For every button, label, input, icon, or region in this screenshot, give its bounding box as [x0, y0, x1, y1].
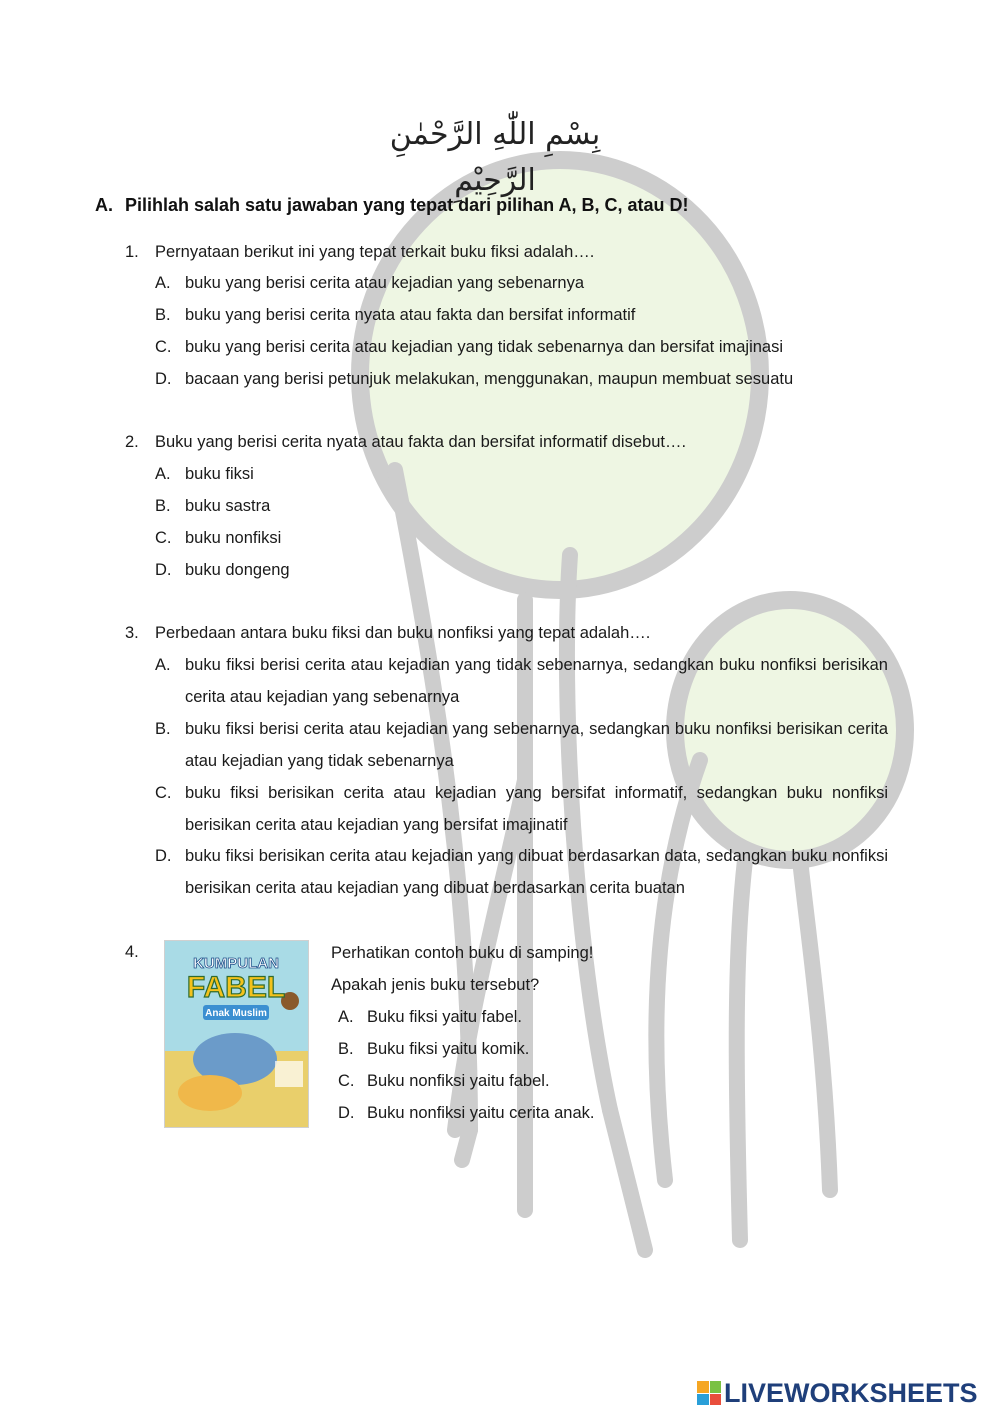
option-2d[interactable] [155, 554, 888, 586]
liveworksheets-logo-icon [697, 1381, 721, 1405]
option-3d[interactable] [155, 840, 888, 904]
option-text: buku yang berisi cerita atau kejadian yang tidak sebenarnya dan bersifat imajinasi [185, 338, 784, 356]
question-number: 3. [125, 624, 139, 642]
book-title-top: KUMPULAN [193, 955, 279, 972]
book-subtitle: Anak Muslim [205, 1008, 267, 1019]
option-1a[interactable] [155, 267, 888, 299]
brand-name: LIVEWORKSHEETS [724, 1377, 978, 1408]
option-label: C. [155, 529, 172, 547]
option-label: D. [155, 370, 172, 388]
option-label: B. [338, 1040, 354, 1058]
section-letter: A. [95, 195, 113, 215]
option-1c[interactable] [155, 331, 888, 363]
option-label: A. [155, 465, 171, 483]
option-1b[interactable] [155, 299, 888, 331]
option-label: C. [155, 338, 172, 356]
option-text: buku dongeng [185, 561, 290, 579]
question-stem: Pernyataan berikut ini yang tepat terkait buku fiksi adalah…. [155, 243, 595, 261]
option-3a[interactable] [155, 649, 888, 713]
question-4-number: 4. [125, 943, 139, 961]
option-4d[interactable] [338, 1097, 594, 1129]
option-label: C. [338, 1072, 355, 1090]
option-label: B. [155, 497, 171, 515]
option-label: A. [338, 1008, 354, 1026]
book-title-main: FABEL [186, 971, 286, 1004]
option-4b[interactable] [338, 1033, 529, 1065]
option-2b[interactable] [155, 490, 888, 522]
section-instruction: Pilihlah salah satu jawaban yang tepat dari pilihan A, B, C, atau D! [125, 195, 689, 215]
option-text: buku nonfiksi [185, 529, 282, 547]
option-text: Buku fiksi yaitu fabel. [367, 1008, 522, 1026]
question-stem: Perbedaan antara buku fiksi dan buku nonfiksi yang tepat adalah…. [155, 624, 651, 642]
option-label: B. [155, 720, 171, 738]
section-title [95, 195, 688, 216]
option-2c[interactable] [155, 522, 888, 554]
question-4-stem-line-2: Apakah jenis buku tersebut? [331, 976, 540, 994]
option-4c[interactable] [338, 1065, 550, 1097]
option-4a[interactable] [338, 1001, 522, 1033]
option-2a[interactable] [155, 458, 888, 490]
question-stem: Buku yang berisi cerita nyata atau fakta dan bersifat informatif disebut…. [155, 433, 687, 451]
option-text: buku fiksi [185, 465, 254, 483]
question-4-stem-line-1: Perhatikan contoh buku di samping! [331, 944, 594, 962]
option-text: Buku nonfiksi yaitu cerita anak. [367, 1104, 595, 1122]
option-label: A. [155, 274, 171, 292]
option-label: C. [155, 784, 172, 802]
option-text: buku fiksi berisikan cerita atau kejadian yang bersifat informatif, sedangkan buku nonfiksi berisikan cerita atau kejadian yang bersifat imajinatif [185, 784, 888, 834]
option-label: A. [155, 656, 171, 674]
option-text: Buku fiksi yaitu komik. [367, 1040, 530, 1058]
option-1d[interactable] [155, 363, 888, 395]
question-number: 2. [125, 433, 139, 451]
book-cover-art [165, 941, 308, 1127]
basmala-heading: بِسْمِ اللّٰهِ الرَّحْمٰنِ الرَّحِيْمِ [389, 117, 601, 198]
book-cover-image [164, 940, 309, 1128]
option-label: D. [155, 847, 172, 865]
liveworksheets-brand[interactable] [697, 1378, 978, 1408]
option-3b[interactable] [155, 713, 888, 777]
option-text: Buku nonfiksi yaitu fabel. [367, 1072, 550, 1090]
option-label: D. [338, 1104, 355, 1122]
option-label: D. [155, 561, 172, 579]
option-text: buku yang berisi cerita nyata atau fakta dan bersifat informatif [185, 306, 636, 324]
option-text: buku fiksi berisi cerita atau kejadian yang sebenarnya, sedangkan buku nonfiksi berisikan cerita atau kejadian yang tidak sebenarnya [185, 720, 888, 770]
option-text: buku yang berisi cerita atau kejadian yang sebenarnya [185, 274, 585, 292]
option-text: buku fiksi berisikan cerita atau kejadian yang dibuat berdasarkan data, sedangkan buku nonfiksi berisikan cerita atau kejadian yang dibuat berdasarkan cerita buatan [185, 847, 888, 897]
option-text: bacaan yang berisi petunjuk melakukan, menggunakan, maupun membuat sesuatu [185, 370, 794, 388]
option-label: B. [155, 306, 171, 324]
option-text: buku sastra [185, 497, 271, 515]
question-number: 1. [125, 243, 139, 261]
option-text: buku fiksi berisi cerita atau kejadian yang tidak sebenarnya, sedangkan buku nonfiksi berisikan cerita atau kejadian yang sebenarnya [185, 656, 888, 706]
option-3c[interactable] [155, 777, 888, 841]
